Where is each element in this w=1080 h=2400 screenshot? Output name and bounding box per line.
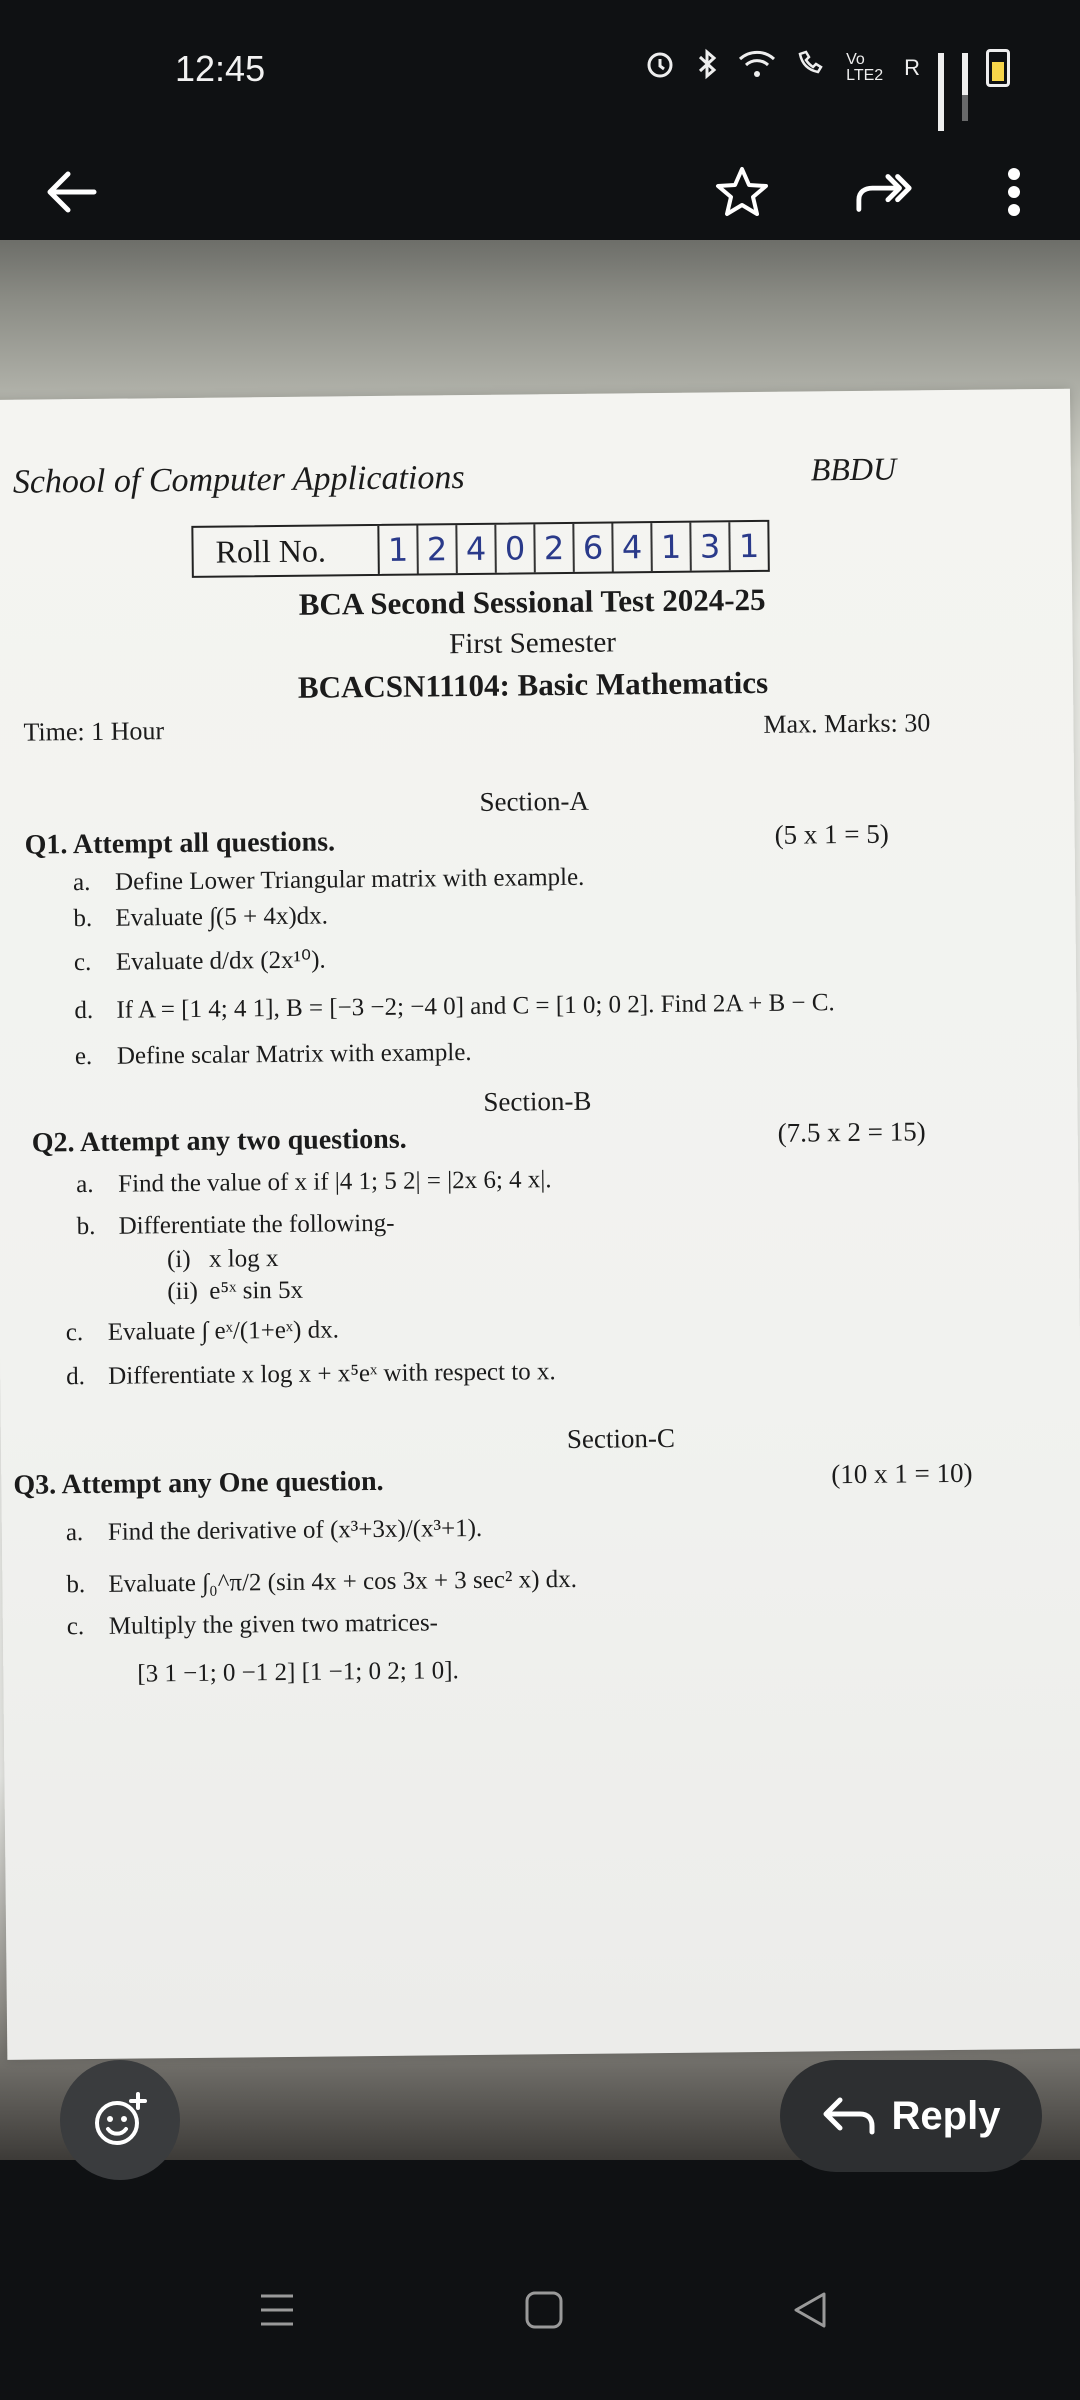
reply-label: Reply [891, 2093, 1001, 2138]
roll-digit: 2 [535, 524, 575, 572]
list-item: d. Differentiate x log x + x⁵eˣ with respect to x. [66, 1358, 556, 1391]
status-bar [0, 0, 1080, 140]
list-item: d. If A = [1 4; 4 1], B = [−3 −2; −4 0] and C = [1 0; 0 2]. Find 2A + B − C. [74, 989, 835, 1025]
roll-digit: 0 [496, 524, 536, 572]
list-item: a. Define Lower Triangular matrix with example. [72, 863, 585, 897]
list-item: a. Find the value of x if |4 1; 5 2| = |2x 6; 4 x|. [76, 1166, 552, 1199]
q2-heading: Q2. Attempt any two questions. [31, 1123, 407, 1159]
exam-paper [0, 389, 1080, 2060]
roll-digit: 2 [418, 525, 458, 573]
app-bar [0, 140, 1080, 240]
recent-apps-icon[interactable] [257, 2290, 297, 2335]
school-name: School of Computer Applications [12, 459, 465, 501]
test-title: BCA Second Sessional Test 2024-25 [298, 581, 766, 622]
roll-digit: 1 [738, 526, 760, 566]
section-c-title: Section-C [566, 1422, 676, 1455]
list-item: a. Find the derivative of (x³+3x)/(x³+1). [65, 1514, 483, 1547]
roll-digit: 4 [457, 525, 497, 573]
photo-viewer[interactable] [0, 240, 1080, 2160]
roll-digit: 6 [574, 523, 614, 571]
bluetooth-icon [694, 48, 720, 88]
section-b-title: Section-B [483, 1085, 592, 1117]
list-item: e. Define scalar Matrix with example. [74, 1038, 472, 1071]
status-icons [644, 48, 1010, 88]
q1-heading: Q1. Attempt all questions. [24, 826, 336, 861]
back-arrow-icon[interactable] [42, 162, 102, 222]
list-item: c. Multiply the given two matrices- [66, 1609, 439, 1641]
add-reaction-button[interactable] [60, 2060, 180, 2180]
reply-arrow-icon [822, 2096, 876, 2136]
list-item: b. Evaluate ∫₀^π/2 (sin 4x + cos 3x + 3 sec² x) dx. [66, 1565, 578, 1599]
q2-marks: (7.5 x 2 = 15) [777, 1116, 926, 1148]
list-item: b. Differentiate the following- [76, 1209, 395, 1241]
list-item: b. Evaluate ∫(5 + 4x)dx. [73, 902, 329, 933]
reply-button[interactable] [780, 2060, 1042, 2172]
wifi-calling-icon [794, 48, 828, 88]
list-item: [3 1 −1; 0 −1 2] [1 −1; 0 2; 1 0]. [137, 1657, 459, 1688]
q3-heading: Q3. Attempt any One question. [13, 1465, 384, 1501]
roll-digit: 1 [379, 526, 419, 574]
list-item: c. Evaluate ∫ eˣ/(1+eˣ) dx. [65, 1316, 340, 1347]
roaming-label: R [904, 55, 920, 80]
roll-digit: 1 [652, 523, 692, 571]
more-vert-icon[interactable] [984, 162, 1044, 222]
exam-time: Time: 1 Hour [23, 716, 165, 747]
signal-icon [938, 53, 944, 83]
section-a-title: Section-A [479, 785, 590, 817]
semester: First Semester [449, 626, 617, 661]
add-reaction-icon [90, 2090, 150, 2150]
roll-digit: 3 [691, 522, 731, 570]
network-label: Vo LTE2 [846, 51, 884, 84]
q1-marks: (5 x 1 = 5) [774, 818, 889, 850]
signal-icon-2 [962, 53, 968, 83]
star-icon[interactable] [712, 162, 772, 222]
roll-number-box [191, 520, 770, 578]
q3-marks: (10 x 1 = 10) [831, 1457, 973, 1490]
bottom-bar [0, 2093, 1080, 2400]
course-title: BCACSN11104: Basic Mathematics [297, 664, 769, 705]
battery-icon [986, 49, 1010, 87]
wifi-icon [738, 49, 776, 87]
list-item: c. Evaluate d/dx (2x¹⁰). [73, 946, 326, 977]
alarm-icon [644, 48, 676, 88]
university-name: BBDU [810, 450, 897, 488]
back-nav-icon[interactable] [790, 2290, 830, 2335]
home-icon[interactable] [524, 2290, 564, 2335]
roll-label: Roll No. [193, 526, 379, 576]
forward-icon[interactable] [855, 162, 915, 222]
list-item: (i) x log x [166, 1245, 279, 1274]
list-item: (ii) e⁵ˣ sin 5x [167, 1276, 304, 1306]
status-time: 12:45 [175, 48, 266, 89]
max-marks: Max. Marks: 30 [763, 708, 931, 739]
roll-digit: 4 [613, 523, 653, 571]
